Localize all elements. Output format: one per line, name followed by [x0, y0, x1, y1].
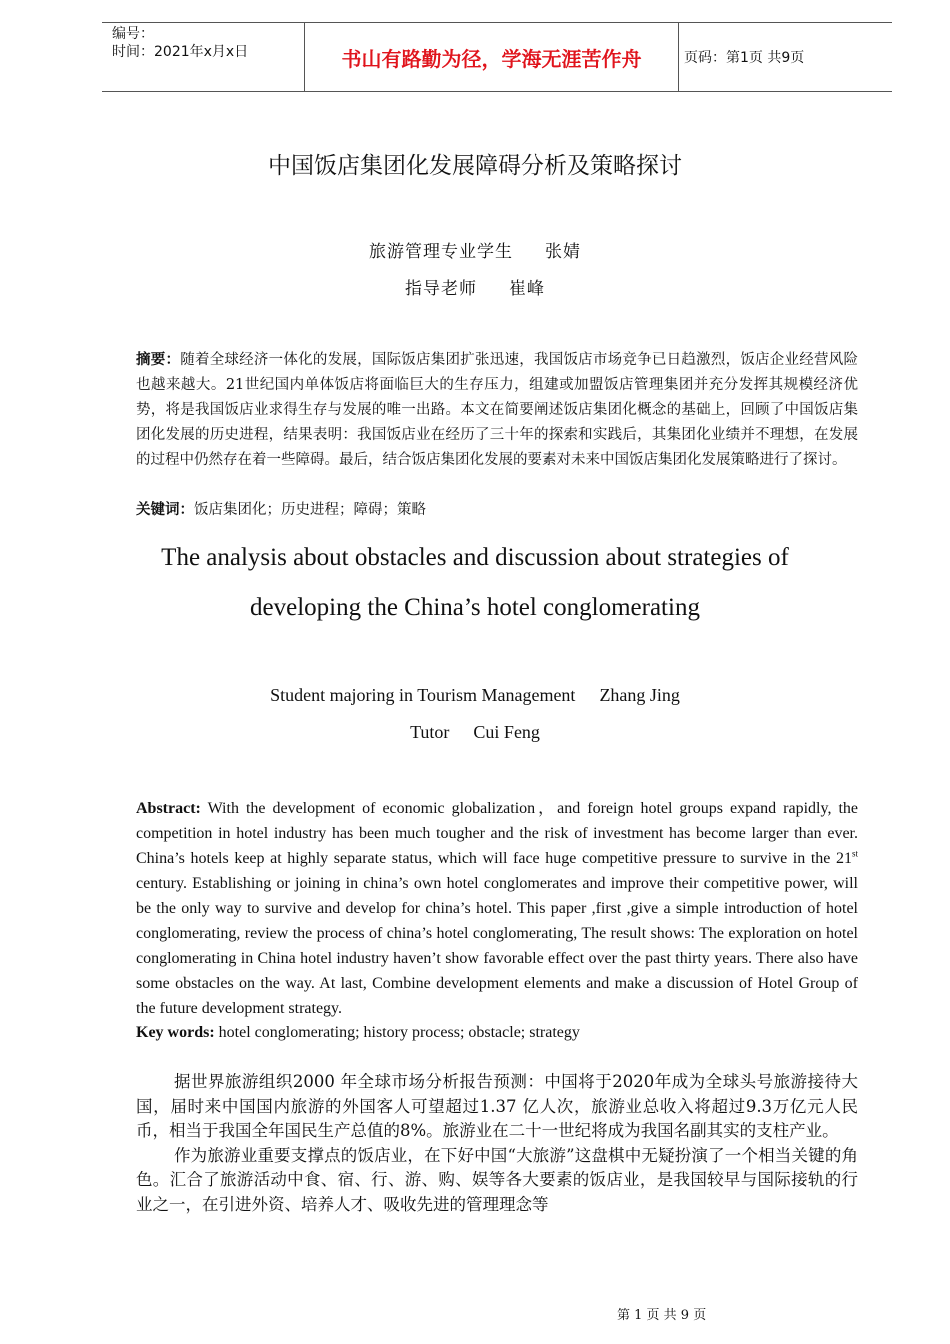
- author-role-cn: 旅游管理专业学生: [369, 242, 513, 262]
- header-page-info: [684, 23, 884, 91]
- header-meta: [102, 23, 312, 93]
- author-line-en: [0, 685, 950, 706]
- keywords-text-en: hotel conglomerating; history process; obstacle; strategy: [214, 1024, 580, 1041]
- tutor-name-en: Cui Feng: [473, 722, 540, 742]
- abstract-text-en-part1: With the development of economic globalization，and foreign hotel groups expand rapidly, the competition in hotel industry has been much tougher and the risk of investment has become larger than ever. China’s hotels keep at highly separate status, which will face huge competitive pressure to survive in the 21: [136, 800, 858, 867]
- abstract-chinese: [136, 348, 858, 473]
- author-role-en: Student majoring in Tourism Management: [270, 685, 576, 705]
- ordinal-suffix: st: [851, 848, 858, 859]
- abstract-text-cn: 随着全球经济一体化的发展，国际饭店集团扩张迅速，我国饭店市场竞争已日趋激烈，饭店企业经营风险也越来越大。21世纪国内单体饭店将面临巨大的生存压力，组建或加盟饭店管理集团并充分发挥其规模经济优势，将是我国饭店业求得生存与发展的唯一出路。本文在简要阐述饭店集团化概念的基础上，回顾了中国饭店集团化发展的历史进程，结果表明：我国饭店业在经历了三十年的探索和实践后，其集团化业绩并不理想，在发展的过程中仍然存在着一些障碍。最后，结合饭店集团化发展的要素对未来中国饭店集团化发展策略进行了探讨。: [136, 352, 858, 468]
- title-english-line1: The analysis about obstacles and discussion about strategies of: [161, 544, 789, 571]
- tutor-role-en: Tutor: [410, 722, 450, 742]
- abstract-label-cn: 摘要：: [136, 352, 181, 368]
- tutor-line-en: [0, 722, 950, 743]
- title-chinese: 中国饭店集团化发展障碍分析及策略探讨: [268, 153, 682, 179]
- body-paragraph-2: 作为旅游业重要支撑点的饭店业，在下好中国“大旅游”这盘棋中无疑扮演了一个相当关键的角色。汇合了旅游活动中食、宿、行、游、购、娱等各大要素的饭店业，是我国较早与国际接轨的行业之一，在引进外资、培养人才、吸收先进的管理理念等: [136, 1145, 858, 1214]
- keywords-chinese: [136, 498, 426, 523]
- number-label: 编号：: [112, 26, 154, 42]
- keywords-english: [136, 1020, 580, 1045]
- abstract-text-en-part2: century. Establishing or joining in china’s own hotel conglomerates and improve their competitive power, will be the only way to survive and develop for china’s hotel. This paper ,first ,give a simple introduction of hotel conglomerating, review the process of china’s hotel conglomerating, The result shows: The exploration on hotel conglomerating in China hotel industry haven’t show favorable effect over the past thirty years. There also have some obstacles on the way. At last, Combine development elements and make a discussion of Hotel Group of the future development strategy.: [136, 875, 858, 1017]
- time-label: 时间：2021年x月x日: [112, 44, 249, 60]
- header-motto: [304, 23, 679, 91]
- author-name-en: Zhang Jing: [599, 685, 680, 705]
- keywords-label-cn: 关键词：: [136, 502, 194, 518]
- author-name-cn: 张婧: [545, 242, 581, 262]
- title-english-line2: developing the China’s hotel conglomerating: [250, 594, 700, 621]
- author-line-cn: [0, 237, 950, 262]
- abstract-english: [136, 796, 858, 1021]
- body-paragraph-1: 据世界旅游组织2000 年全球市场分析报告预测：中国将于2020年成为全球头号旅游接待大国，届时来中国国内旅游的外国客人可望超过1.37 亿人次，旅游业总收入将超过9.3万亿元人民币，相当于我国全年国民生产总值的8%。旅游业在二十一世纪将成为我国名副其实的支柱产业。: [136, 1072, 858, 1140]
- page-footer: 第 1 页 共 9 页: [617, 1308, 707, 1323]
- tutor-role-cn: 指导老师: [405, 279, 477, 299]
- tutor-name-cn: 崔峰: [509, 279, 545, 299]
- page-info-text: 页码：第1页 共9页: [684, 50, 805, 66]
- body-text: [136, 1070, 858, 1217]
- page-header: [102, 22, 892, 92]
- tutor-line-cn: [0, 274, 950, 299]
- keywords-label-en: Key words:: [136, 1024, 215, 1041]
- keywords-text-cn: 饭店集团化；历史进程；障碍；策略: [194, 502, 426, 518]
- abstract-label-en: Abstract:: [136, 800, 201, 817]
- motto-text: 书山有路勤为径，学海无涯苦作舟: [341, 46, 642, 71]
